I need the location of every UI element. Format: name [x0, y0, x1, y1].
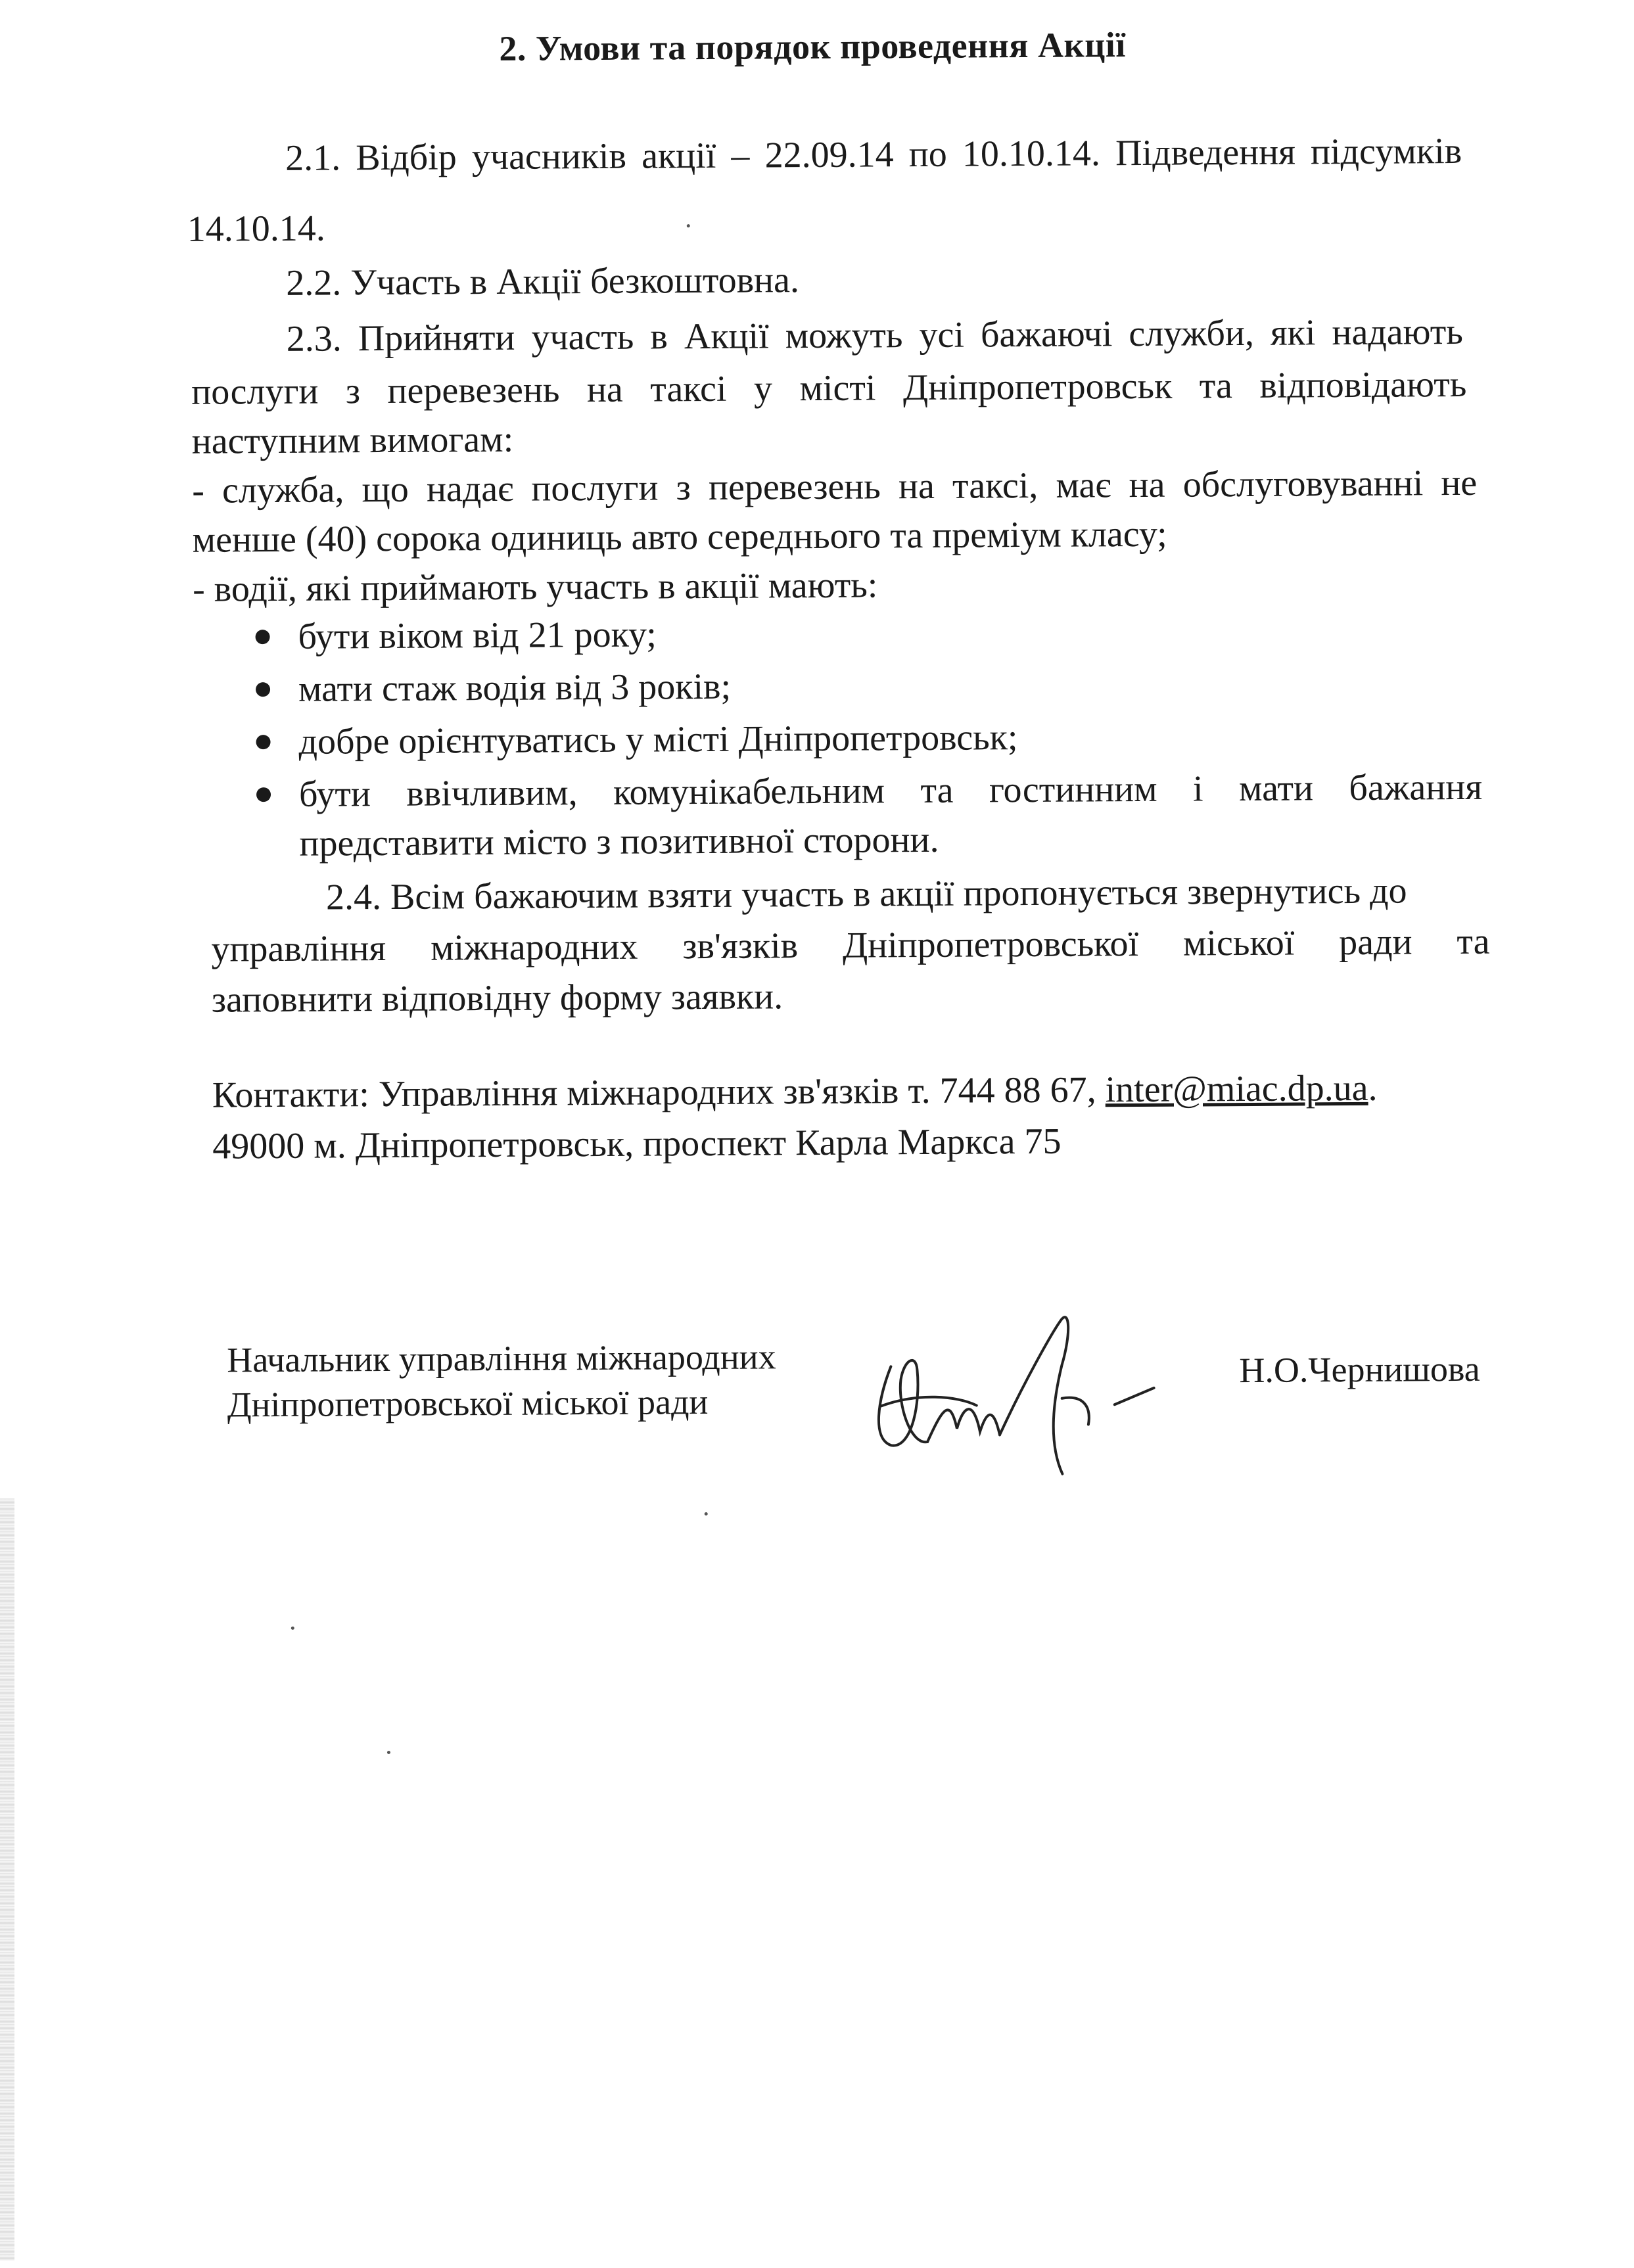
contacts-text: Контакти: Управління міжнародних зв'язків т. 744 88 67, [212, 1069, 1096, 1116]
clause-2-1-line-1: 2.1. Відбір учасників акції – 22.09.14 по 10.10.14. Підведення підсумків [285, 130, 1462, 179]
clause-2-4-line-2: управління міжнародних зв'язків Дніпропетровської міської ради та [211, 921, 1490, 970]
signatory-title-line-2: Дніпропетровської міської ради [227, 1382, 709, 1425]
contacts-address: 49000 м. Дніпропетровськ, проспект Карла Маркса 75 [212, 1121, 1062, 1167]
clause-2-3-line-2: послуги з перевезень на таксі у місті Дніпропетровськ та відповідають [191, 363, 1467, 413]
scan-speck [687, 224, 690, 227]
scan-speck [291, 1627, 294, 1630]
clause-2-4-line-1: 2.4. Всім бажаючим взяти участь в акції пропонується звернутись до [325, 870, 1407, 918]
bullet-item-age: бути віком від 21 року; [298, 614, 657, 657]
clause-2-3-line-3: наступним вимогам: [191, 419, 514, 462]
contacts-email-link[interactable]: inter@miac.dp.ua [1105, 1067, 1368, 1111]
requirement-1-line-1: - служба, що надає послуги з перевезень на таксі, має на обслуговуванні не [192, 462, 1478, 511]
bullet-marker [256, 630, 270, 644]
clause-2-2: 2.2. Участь в Акції безкоштовна. [286, 260, 800, 304]
bullet-item-courtesy-line-2: представити місто з позитивної сторони. [299, 819, 939, 864]
bullet-marker [256, 787, 271, 802]
bullet-item-experience: мати стаж водія від 3 років; [298, 666, 732, 710]
bullet-item-courtesy: бути ввічливим, комунікабельним та гостинним і мати бажання [298, 766, 1483, 815]
section-title: 2. Умови та порядок проведення Акції [499, 25, 1126, 68]
signatory-title-line-1: Начальник управління міжнародних [227, 1337, 776, 1380]
contacts-email-period: . [1368, 1067, 1378, 1109]
bullet-marker [256, 735, 270, 749]
signatory-name: Н.О.Чернишова [1239, 1349, 1480, 1391]
scan-speck [387, 1751, 390, 1754]
handwritten-signature [864, 1306, 1175, 1479]
requirement-2-intro: - водії, які приймають участь в акції мають: [192, 565, 878, 610]
scan-speck [705, 1512, 708, 1516]
bullet-marker [256, 682, 270, 697]
clause-2-4-line-3: заповнити відповідну форму заявки. [211, 976, 783, 1021]
clause-2-3-line-1: 2.3. Прийняти участь в Акції можуть усі бажаючі служби, які надають [286, 311, 1463, 359]
bullet-item-orientation: добре орієнтуватись у місті Дніпропетровськ; [298, 717, 1018, 762]
requirement-1-line-2: менше (40) сорока одиниць авто середнього та преміум класу; [192, 513, 1167, 561]
clause-2-1-line-2: 14.10.14. [187, 208, 325, 250]
